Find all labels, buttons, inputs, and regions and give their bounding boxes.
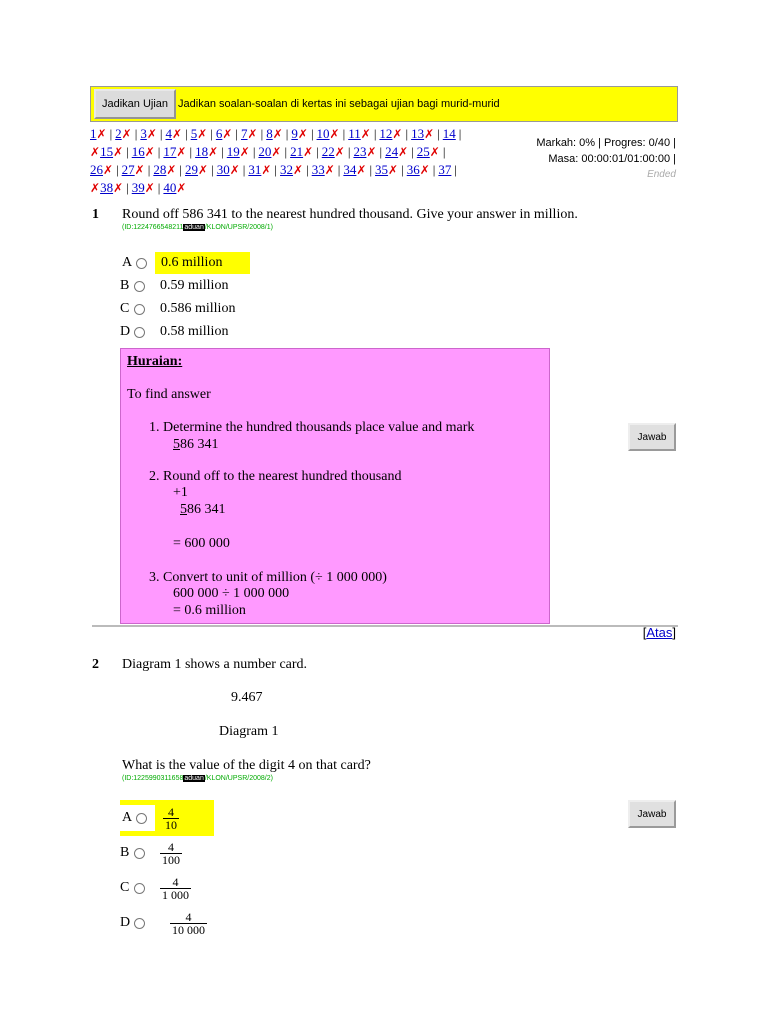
option-letter: A [122,255,133,270]
question-link-3[interactable]: 3 [140,126,147,141]
option-text: 0.58 million [160,324,229,339]
separator: | [405,126,409,141]
question-link-26[interactable]: 26 [90,162,103,177]
fraction: $\frac{4}{1 000}$ [162,874,189,902]
step-1-value: 586 341 [173,437,219,452]
divider [92,625,678,627]
question-link-22[interactable]: 22 [321,144,335,159]
wrong-mark-icon: ✗ [96,127,107,141]
question-link-36[interactable]: 36 [406,162,420,177]
separator: | [411,144,414,159]
question-link-40[interactable]: 40 [163,180,177,195]
separator: | [211,162,214,177]
separator: | [185,126,188,141]
wrong-mark-icon: ✗ [144,181,155,195]
answer-button[interactable]: Jawab [628,423,676,451]
question-link-30[interactable]: 30 [216,162,230,177]
step-3-line-1: 600 000 ÷ 1 000 000 [173,586,290,601]
radio-button[interactable] [134,304,145,315]
option-d[interactable] [120,908,207,938]
separator: | [337,162,341,177]
question-prompt: What is the value of the digit 4 on that card? [122,758,371,773]
time-text: Masa: 00:00:01/01:00:00 | [548,153,676,165]
question-link-6[interactable]: 6 [215,126,223,141]
wrong-mark-icon: ✗ [176,145,187,159]
step-2: 2. Round off to the nearest hundred thousand [149,469,402,484]
wrong-mark-icon: ✗ [229,163,240,177]
wrong-mark-icon: ✗ [388,163,399,177]
option-letter: C [120,880,130,895]
step-1: 1. Determine the hundred thousands place value and mark [149,420,475,435]
option-b[interactable] [120,275,228,297]
question-link-34[interactable]: 34 [343,162,357,177]
wrong-mark-icon: ✗ [172,127,183,141]
wrong-mark-icon: ✗ [103,163,114,177]
separator: | [159,126,163,141]
wrong-mark-icon: ✗ [121,127,132,141]
separator: | [401,162,404,177]
question-number: 2 [92,657,99,672]
question-link-31[interactable]: 31 [248,162,262,177]
step-2-result: = 600 000 [173,536,230,551]
question-text: Round off 586 341 to the nearest hundred thousand. Give your answer in million. [122,207,578,222]
radio-button[interactable] [134,281,145,292]
back-to-top-link[interactable]: Atas [646,625,673,640]
step-2-plus: +1 [173,485,188,500]
separator: | [274,162,278,177]
wrong-mark-icon: ✗ [90,181,101,195]
question-text: Diagram 1 shows a number card. [122,657,308,672]
question-link-17[interactable]: 17 [163,144,177,159]
question-link-19[interactable]: 19 [226,144,240,159]
wrong-mark-icon: ✗ [272,127,283,141]
report-link[interactable]: aduan [184,775,204,782]
question-link-24[interactable]: 24 [385,144,399,159]
separator: | [126,144,129,159]
option-text: 0.6 million [161,255,223,270]
option-text: 0.59 million [160,278,229,293]
wrong-mark-icon: ✗ [398,145,409,159]
wrong-mark-icon: ✗ [113,145,124,159]
option-letter: D [120,915,131,930]
wrong-mark-icon: ✗ [271,145,282,159]
wrong-mark-icon: ✗ [366,145,377,159]
question-link-16[interactable]: 16 [131,144,145,159]
question-link-2[interactable]: 2 [115,126,122,141]
separator: | [189,144,193,159]
separator: | [134,126,138,141]
wrong-mark-icon: ✗ [324,163,335,177]
question-link-11[interactable]: 11 [348,126,361,141]
wrong-mark-icon: ✗ [293,163,304,177]
question-link-18[interactable]: 18 [195,144,209,159]
make-test-description: Jadikan soalan-soalan di kertas ini sebagai ujian bagi murid-murid [178,98,500,110]
wrong-mark-icon: ✗ [198,163,209,177]
question-nav-row [90,143,510,161]
question-nav-row [90,125,510,143]
radio-button[interactable] [134,848,145,859]
wrong-mark-icon: ✗ [424,127,435,141]
option-letter: B [120,278,130,293]
separator: | [116,162,119,177]
wrong-mark-icon: ✗ [329,127,340,141]
question-id: (ID:1225990311658aduan/KLON/UPSR/2008/2) [122,775,273,782]
wrong-mark-icon: ✗ [334,145,345,159]
wrong-mark-icon: ✗ [419,163,430,177]
question-link-35[interactable]: 35 [375,162,389,177]
ended-label: Ended [647,169,676,180]
separator: | [316,144,319,159]
question-navigator [90,125,510,197]
separator: | [210,126,213,141]
separator: | [147,162,151,177]
answer-button[interactable]: Jawab [628,800,676,828]
question-link-5[interactable]: 5 [190,126,198,141]
wrong-mark-icon: ✗ [222,127,233,141]
wrong-mark-icon: ✗ [297,127,308,141]
separator: | [458,126,462,141]
diagram-label: Diagram 1 [219,724,279,739]
separator: | [157,180,161,195]
question-id: (ID:1224766548211aduan/KLON/UPSR/2008/1) [122,224,273,231]
wrong-mark-icon: ✗ [134,163,145,177]
question-link-14[interactable]: 14 [442,126,456,141]
question-link-10[interactable]: 10 [316,126,330,141]
separator: | [342,126,346,141]
option-c[interactable] [120,298,235,320]
separator: | [306,162,309,177]
radio-button[interactable] [136,813,147,824]
question-link-27[interactable]: 27 [121,162,135,177]
separator: | [347,144,351,159]
separator: | [109,126,113,141]
separator: | [260,126,264,141]
question-link-33[interactable]: 33 [311,162,325,177]
question-link-37[interactable]: 37 [438,162,452,177]
separator: | [310,126,314,141]
wrong-mark-icon: ✗ [113,181,124,195]
question-link-29[interactable]: 29 [185,162,199,177]
report-link[interactable]: aduan [184,224,204,231]
option-text: 0.586 million [160,301,236,316]
wrong-mark-icon: ✗ [166,163,177,177]
fraction: $\frac{4}{10}$ [165,804,177,832]
separator: | [373,126,377,141]
make-test-button[interactable]: Jadikan Ujian [94,89,176,119]
question-link-21[interactable]: 21 [290,144,304,159]
explanation-panel [120,348,550,624]
question-link-12[interactable]: 12 [379,126,393,141]
question-number: 1 [92,207,99,222]
question-link-1[interactable]: 1 [90,126,97,141]
separator: | [379,144,383,159]
separator: | [437,126,440,141]
option-letter: C [120,301,130,316]
option-d[interactable] [120,321,228,343]
explanation-title: Huraian: [127,354,183,369]
wrong-mark-icon: ✗ [356,163,367,177]
wrong-mark-icon: ✗ [360,127,371,141]
wrong-mark-icon: ✗ [303,145,314,159]
option-c[interactable] [120,873,191,903]
question-link-39[interactable]: 39 [131,180,145,195]
separator: | [235,126,239,141]
radio-button[interactable] [134,327,145,338]
question-nav-row [90,179,510,197]
question-link-20[interactable]: 20 [258,144,272,159]
fraction: $\frac{4}{100}$ [162,839,180,867]
separator: | [126,180,129,195]
question-link-4[interactable]: 4 [165,126,173,141]
radio-button[interactable] [134,883,145,894]
fraction: $\frac{4}{10 000}$ [172,909,205,937]
wrong-mark-icon: ✗ [197,127,208,141]
separator: | [242,162,246,177]
question-link-28[interactable]: 28 [153,162,167,177]
option-b[interactable] [120,838,182,868]
status-panel [536,135,676,183]
question-link-25[interactable]: 25 [416,144,430,159]
question-link-23[interactable]: 23 [353,144,367,159]
marks-progress-text: Markah: 0% | Progres: 0/40 | [536,137,676,149]
option-letter: A [122,810,133,825]
option-a[interactable] [120,252,250,274]
make-test-bar [90,86,678,122]
question-link-8[interactable]: 8 [266,126,273,141]
wrong-mark-icon: ✗ [429,145,440,159]
wrong-mark-icon: ✗ [144,145,155,159]
question-link-15[interactable]: 15 [100,144,114,159]
separator: | [252,144,256,159]
separator: | [432,162,436,177]
separator: | [157,144,161,159]
separator: | [369,162,373,177]
question-nav-row [90,161,510,179]
separator: | [442,144,446,159]
separator: | [285,126,289,141]
wrong-mark-icon: ✗ [392,127,403,141]
question-link-38[interactable]: 38 [100,180,114,195]
number-card: 9.467 [231,690,263,705]
wrong-mark-icon: ✗ [208,145,219,159]
wrong-mark-icon: ✗ [261,163,272,177]
step-2-value: 586 341 [180,502,226,517]
wrong-mark-icon: ✗ [90,145,101,159]
separator: | [284,144,288,159]
separator: | [179,162,183,177]
back-to-top: [Atas] [642,625,676,640]
wrong-mark-icon: ✗ [247,127,258,141]
radio-button[interactable] [136,258,147,269]
radio-button[interactable] [134,918,145,929]
wrong-mark-icon: ✗ [239,145,250,159]
wrong-mark-icon: ✗ [146,127,157,141]
option-letter: B [120,845,130,860]
separator: | [454,162,457,177]
question-link-32[interactable]: 32 [280,162,294,177]
option-letter: D [120,324,131,339]
option-a[interactable] [120,800,214,836]
wrong-mark-icon: ✗ [176,181,187,195]
question-link-7[interactable]: 7 [241,126,248,141]
question-link-13[interactable]: 13 [411,126,425,141]
separator: | [221,144,224,159]
step-3: 3. Convert to unit of million (÷ 1 000 000) [149,570,387,585]
step-3-line-2: = 0.6 million [173,603,246,618]
question-link-9[interactable]: 9 [291,126,298,141]
explanation-intro: To find answer [127,387,211,402]
